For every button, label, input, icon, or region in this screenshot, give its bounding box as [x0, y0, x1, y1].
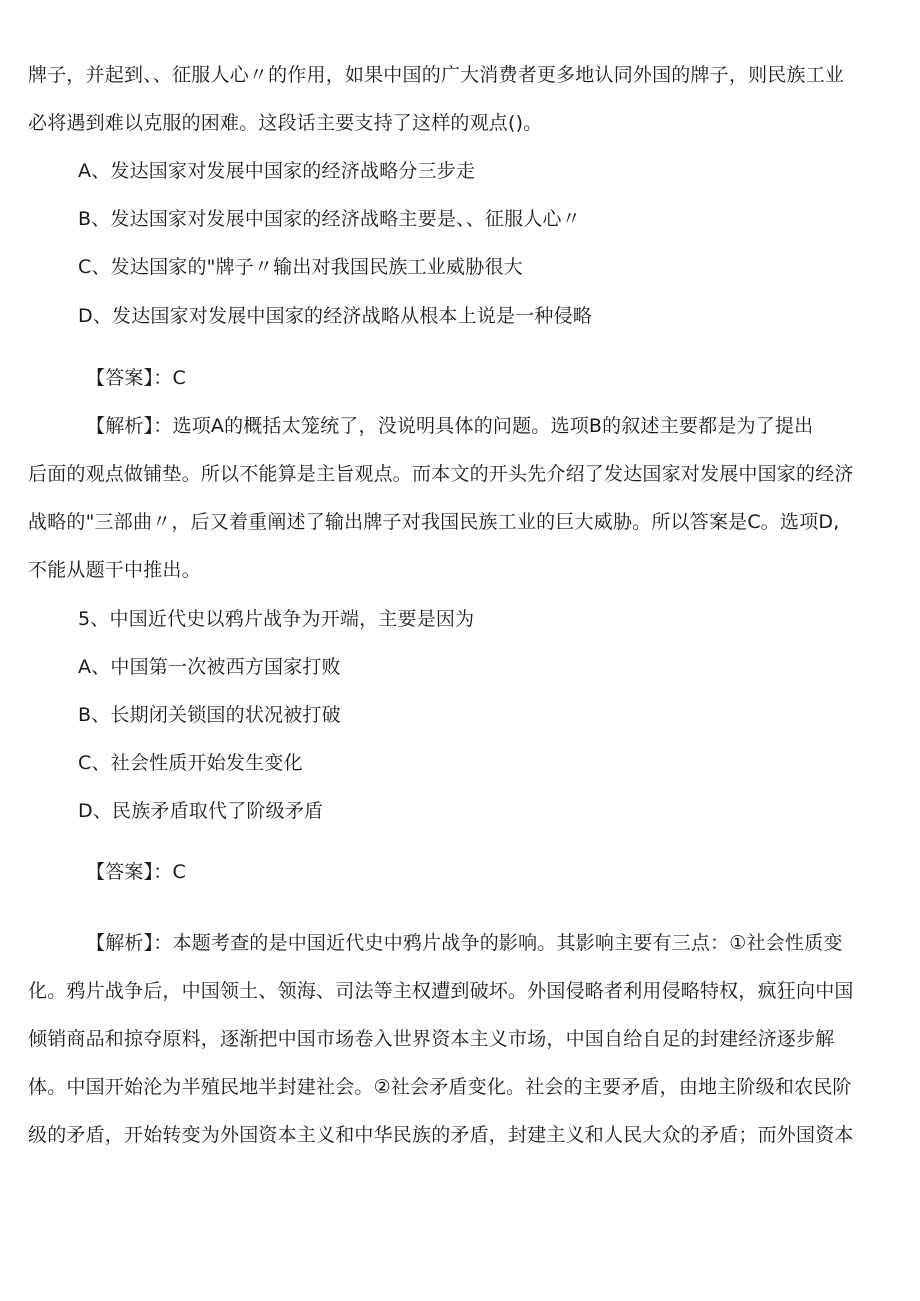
q5-option-b: B、长期闭关锁国的状况被打破 [78, 704, 341, 726]
q5-option-d: D、民族矛盾取代了阶级矛盾 [78, 800, 324, 822]
q5-analysis-line-3: 倾销商品和掠夺原料，逐渐把中国市场卷入世界资本主义市场，中国自给自足的封建经济逐步解 [28, 1028, 835, 1050]
q4-analysis-line-4: 不能从题干中推出。 [28, 559, 201, 581]
q5-stem: 5、中国近代史以鸦片战争为开端，主要是因为 [78, 608, 475, 630]
q4-stem-line-2: 必将遇到难以克服的困难。这段话主要支持了这样的观点()。 [28, 112, 543, 134]
q4-analysis-line-1: 【解析】：选项A的概括太笼统了，没说明具体的问题。选项B的叙述主要都是为了提出 [86, 415, 814, 437]
q5-answer: 【答案】：C [86, 861, 186, 883]
q4-option-a: A、发达国家对发展中国家的经济战略分三步走 [78, 160, 476, 182]
q5-analysis-line-2: 化。鸦片战争后，中国领土、领海、司法等主权遭到破坏。外国侵略者利用侵略特权，疯狂向中国 [28, 980, 854, 1002]
q4-option-c: C、发达国家的"牌子〃输出对我国民族工业威胁很大 [78, 256, 523, 278]
q5-option-a: A、中国第一次被西方国家打败 [78, 656, 341, 678]
q4-analysis-line-3: 战略的"三部曲〃，后又着重阐述了输出牌子对我国民族工业的巨大威胁。所以答案是C。选项D, [28, 511, 840, 533]
q4-option-b: B、发达国家对发展中国家的经济战略主要是、、征服人心〃 [78, 208, 581, 230]
q4-analysis-line-2: 后面的观点做铺垫。所以不能算是主旨观点。而本文的开头先介绍了发达国家对发展中国家的经济 [28, 463, 854, 485]
q5-analysis-line-5: 级的矛盾，开始转变为外国资本主义和中华民族的矛盾，封建主义和人民大众的矛盾；而外国资本 [28, 1124, 854, 1146]
q5-option-c: C、社会性质开始发生变化 [78, 752, 303, 774]
q5-analysis-line-4: 体。中国开始沦为半殖民地半封建社会。②社会矛盾变化。社会的主要矛盾，由地主阶级和农民阶 [28, 1076, 852, 1098]
q4-stem-line-1: 牌子，并起到、、征服人心〃的作用，如果中国的广大消费者更多地认同外国的牌子，则民族工业 [28, 64, 845, 86]
q4-option-d: D、发达国家对发展中国家的经济战略从根本上说是一种侵略 [78, 305, 593, 327]
q5-analysis-line-1: 【解析】：本题考查的是中国近代史中鸦片战争的影响。其影响主要有三点：①社会性质变 [86, 932, 843, 954]
q4-answer: 【答案】：C [86, 367, 186, 389]
